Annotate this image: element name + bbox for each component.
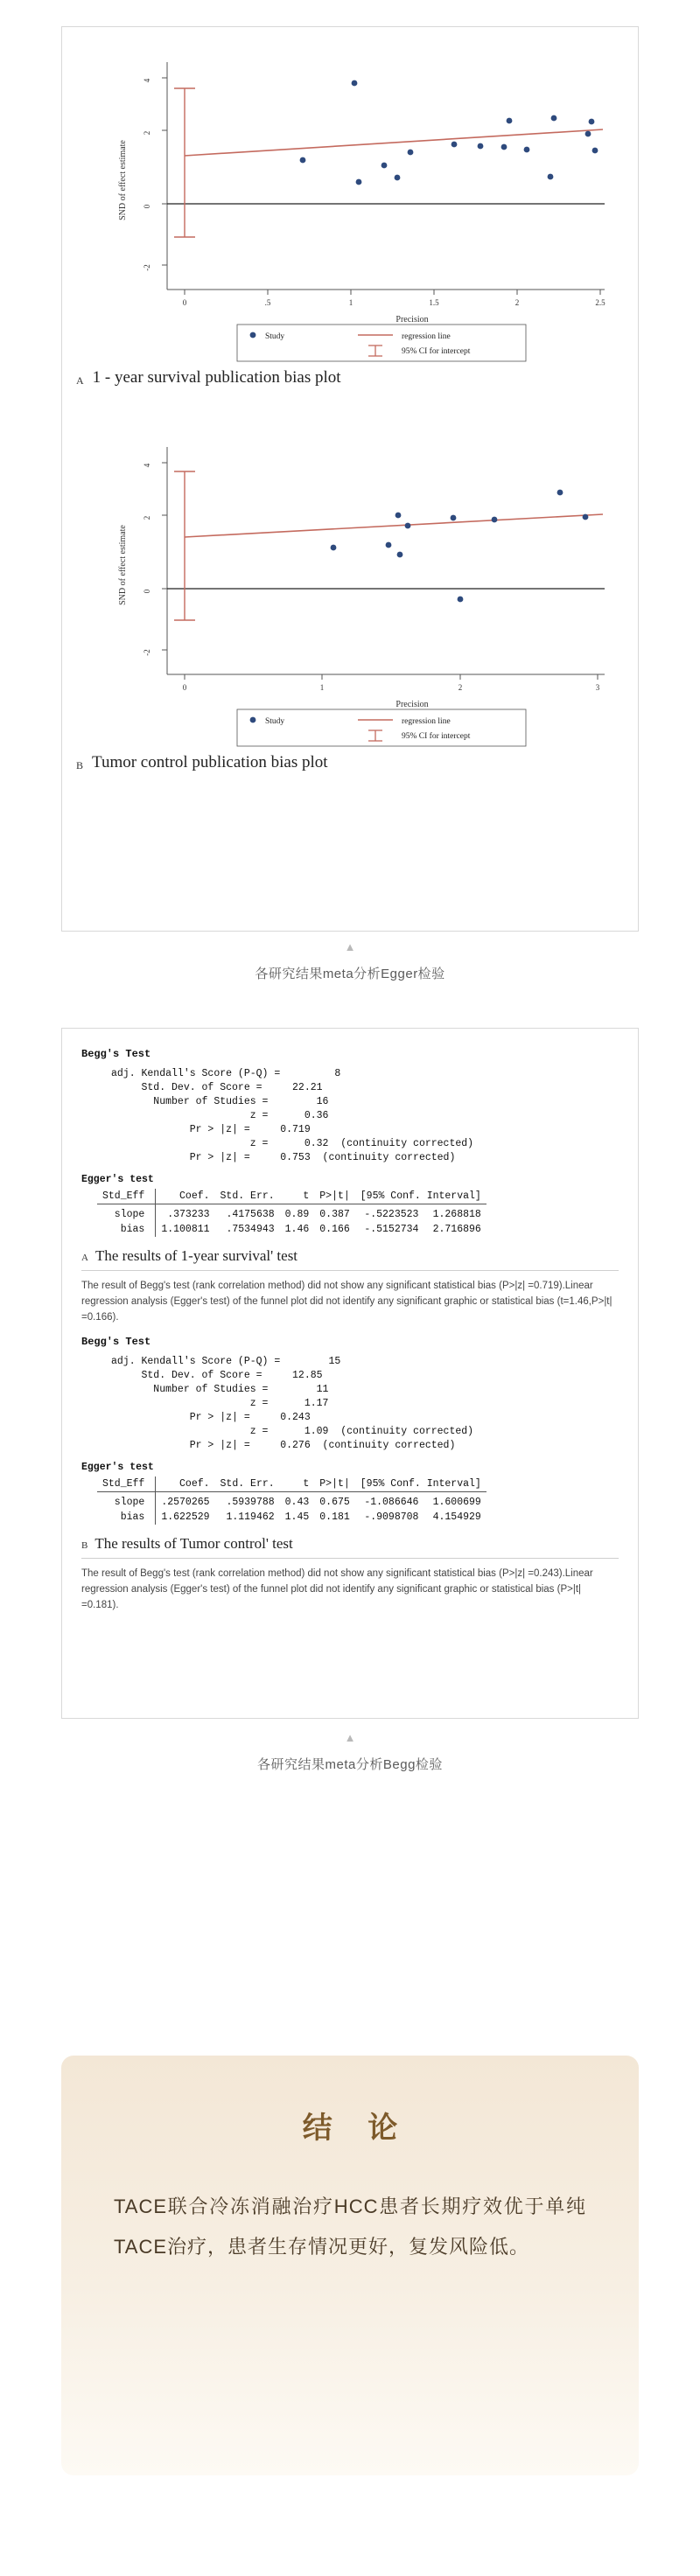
col-header-ci-b: [95% Conf. Interval]: [355, 1476, 486, 1492]
stata-block-a: [81, 1048, 619, 1325]
table-row: bias 1.100811 .7534943 1.46 0.166 -.5152734 2.716896: [97, 1222, 486, 1237]
caption-arrow-1: ▲: [344, 940, 356, 953]
plot-panel-a: [62, 27, 638, 387]
svg-text:-2: -2: [143, 649, 151, 656]
legend-regression-a: regression line: [402, 332, 451, 341]
conclusion-body: TACE联合冷冻消融治疗HCC患者长期疗效优于单纯TACE治疗，患者生存情况更好，复发风险低。: [114, 2196, 586, 2258]
sub-letter-a: A: [81, 1253, 88, 1263]
svg-text:.5: .5: [264, 298, 271, 307]
svg-text:2: 2: [514, 298, 520, 307]
svg-text:-2: -2: [143, 264, 151, 271]
svg-text:2: 2: [143, 130, 151, 136]
svg-text:0: 0: [143, 589, 151, 594]
conclusion-card: [61, 2056, 639, 2475]
legend-ci-b: 95% CI for intercept: [402, 732, 471, 741]
begg-title-b: Begg's Test: [81, 1336, 151, 1348]
conclusion-title: 结 论: [302, 2112, 412, 2145]
svg-text:Precision: Precision: [396, 315, 429, 325]
figure1-caption-block: [0, 940, 700, 982]
sub-caption-a: [81, 1247, 619, 1265]
col-header-std-eff-b: Std_Eff: [97, 1476, 156, 1492]
svg-text:0: 0: [182, 298, 187, 307]
sub-letter-b: B: [81, 1540, 88, 1551]
col-header-coef-b: Coef.: [156, 1476, 215, 1492]
svg-text:3: 3: [595, 683, 600, 692]
figure-card-begg: [61, 1028, 639, 1719]
sub-caption-b: [81, 1535, 619, 1553]
stata-block-b: [81, 1336, 619, 1613]
sub-title-b: The results of Tumor control' test: [94, 1535, 293, 1552]
egger-table-a: [97, 1189, 486, 1237]
svg-text:2: 2: [143, 515, 151, 520]
figure1-caption: 各研究结果meta分析Egger检验: [255, 967, 445, 981]
panel-caption-b: [62, 753, 638, 772]
panel-title-a: 1 - year survival publication bias plot: [92, 368, 341, 387]
svg-text:4: 4: [143, 78, 151, 83]
svg-text:1.5: 1.5: [429, 298, 439, 307]
col-header-p-b: P>|t|: [314, 1476, 355, 1492]
panel-letter-a: A: [76, 374, 84, 387]
panel-title-b: Tumor control publication bias plot: [92, 753, 328, 771]
svg-text:4: 4: [143, 463, 151, 468]
svg-text:Precision: Precision: [396, 700, 429, 709]
col-header-stderr-a: Std. Err.: [215, 1189, 280, 1204]
funnel-plot-a-svg: [62, 27, 638, 368]
svg-text:SND of effect estimate: SND of effect estimate: [118, 525, 128, 605]
panel-caption-a: [62, 368, 638, 387]
sub-title-a: The results of 1-year survival' test: [94, 1247, 298, 1264]
result-text-a: The result of Begg's test (rank correlation method) did not show any significant statistical bias (P>|z| =0.719).Linear regression analysis (Egger's test) of the funnel plot did not identify any significant graphic or statistical bias (t=1.46,P>|t| =0.166).: [81, 1270, 619, 1325]
col-header-t-a: t: [280, 1189, 315, 1204]
begg-title-a: Begg's Test: [81, 1048, 151, 1060]
svg-text:1: 1: [319, 683, 325, 692]
table-row: bias 1.622529 1.119462 1.45 0.181 -.9098708 4.154929: [97, 1510, 486, 1525]
panel-letter-b: B: [76, 759, 84, 771]
col-header-stderr-b: Std. Err.: [215, 1476, 280, 1492]
svg-text:2: 2: [458, 683, 463, 692]
figure2-caption: 各研究结果meta分析Begg检验: [257, 1757, 443, 1772]
egger-label-a: Egger's test: [81, 1174, 154, 1185]
col-header-t-b: t: [280, 1476, 315, 1492]
svg-text:1: 1: [348, 298, 354, 307]
figure2-caption-block: [0, 1731, 700, 1773]
egger-label-b: Egger's test: [81, 1462, 154, 1473]
table-row: slope .2570265 .5939788 0.43 0.675 -1.086646 1.600699: [97, 1492, 486, 1511]
plot-panel-b: [62, 412, 638, 772]
legend-regression-b: regression line: [402, 717, 451, 726]
legend-study-b: Study: [265, 717, 285, 726]
svg-text:2.5: 2.5: [595, 298, 606, 307]
result-text-b: The result of Begg's test (rank correlation method) did not show any significant statistical bias (P>|z| =0.243).Linear regression analysis (Egger's test) of the funnel plot did not identify any significant graphic or statistical bias (P>|t| =0.181).: [81, 1558, 619, 1613]
begg-stats-a: adj. Kendall's Score (P-Q) = 8 Std. Dev. of Score = 22.21 Number of Studies = 16 z = 0.36 Pr > |z| = 0.719 z = 0.32 (continuity corrected) Pr > |z| = 0.753 (continuity corrected): [111, 1068, 474, 1163]
col-header-p-a: P>|t|: [314, 1189, 355, 1204]
svg-text:0: 0: [182, 683, 187, 692]
caption-arrow-2: ▲: [344, 1731, 356, 1744]
legend-study-a: Study: [265, 332, 285, 341]
funnel-plot-b-svg: [62, 412, 638, 753]
col-header-ci-a: [95% Conf. Interval]: [355, 1189, 486, 1204]
begg-stats-b: adj. Kendall's Score (P-Q) = 15 Std. Dev. of Score = 12.85 Number of Studies = 11 z = 1.17 Pr > |z| = 0.243 z = 1.09 (continuity corrected) Pr > |z| = 0.276 (continuity corrected): [111, 1356, 474, 1451]
figure-card-egger: [61, 26, 639, 932]
legend-ci-a: 95% CI for intercept: [402, 347, 471, 356]
col-header-std-eff-a: Std_Eff: [97, 1189, 156, 1204]
col-header-coef-a: Coef.: [156, 1189, 215, 1204]
svg-text:0: 0: [143, 204, 151, 209]
svg-text:SND of effect estimate: SND of effect estimate: [118, 140, 128, 220]
table-row: slope .373233 .4175638 0.89 0.387 -.5223523 1.268818: [97, 1204, 486, 1223]
egger-table-b: [97, 1476, 486, 1525]
